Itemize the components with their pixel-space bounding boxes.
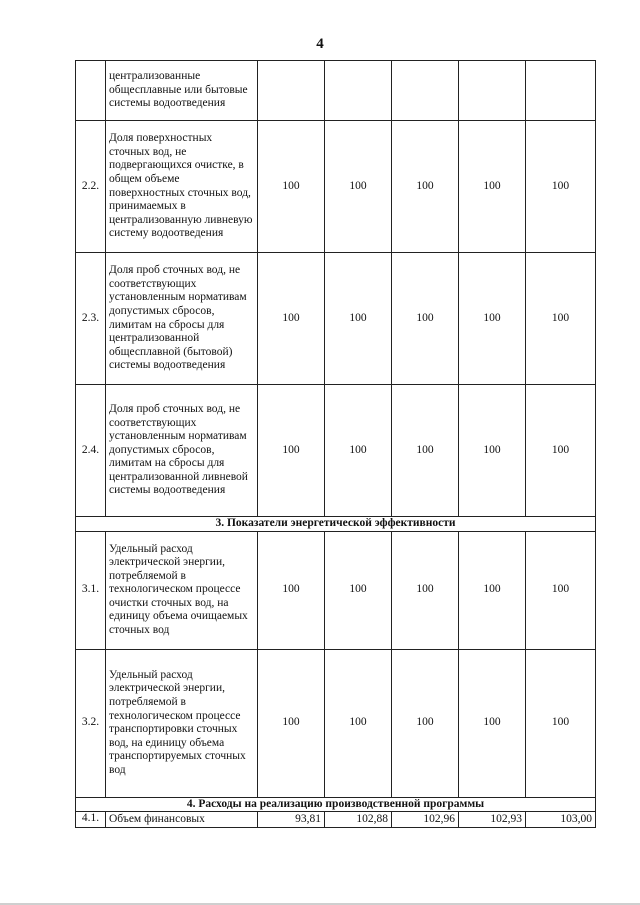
row-number: 3.2. bbox=[76, 649, 106, 797]
value-cell: 100 bbox=[526, 385, 596, 517]
table-row bbox=[76, 531, 596, 649]
value-cell: 102,88 bbox=[325, 812, 392, 828]
value-cell: 100 bbox=[325, 649, 392, 797]
row-number: 2.4. bbox=[76, 385, 106, 517]
section-header-row bbox=[76, 517, 596, 532]
row-number: 3.1. bbox=[76, 531, 106, 649]
value-cell: 100 bbox=[526, 253, 596, 385]
section-title: 3. Показатели энергетической эффективности bbox=[76, 517, 596, 532]
value-cell: 100 bbox=[392, 253, 459, 385]
value-cell: 100 bbox=[258, 531, 325, 649]
section-header-row bbox=[76, 797, 596, 812]
value-cell bbox=[459, 61, 526, 121]
value-cell: 102,96 bbox=[392, 812, 459, 828]
value-cell: 100 bbox=[325, 531, 392, 649]
value-cell: 100 bbox=[459, 649, 526, 797]
value-cell: 100 bbox=[459, 385, 526, 517]
table-row bbox=[76, 61, 596, 121]
value-cell: 100 bbox=[325, 253, 392, 385]
table-row bbox=[76, 121, 596, 253]
row-number: 2.2. bbox=[76, 121, 106, 253]
value-cell: 100 bbox=[325, 121, 392, 253]
value-cell: 100 bbox=[459, 253, 526, 385]
value-cell: 100 bbox=[526, 121, 596, 253]
value-cell: 100 bbox=[526, 649, 596, 797]
value-cell: 100 bbox=[258, 121, 325, 253]
indicator-name: Удельный расход электрической энергии, потребляемой в технологическом процессе транспортировки сточных вод, на единицу объема транспортируемых сточных вод bbox=[106, 649, 258, 797]
value-cell bbox=[526, 61, 596, 121]
table-row bbox=[76, 253, 596, 385]
value-cell: 103,00 bbox=[526, 812, 596, 828]
value-cell: 100 bbox=[392, 531, 459, 649]
value-cell bbox=[258, 61, 325, 121]
value-cell: 100 bbox=[258, 385, 325, 517]
value-cell: 100 bbox=[325, 385, 392, 517]
value-cell: 100 bbox=[459, 121, 526, 253]
table-row bbox=[76, 812, 596, 828]
page-number: 4 bbox=[316, 36, 324, 52]
value-cell bbox=[392, 61, 459, 121]
value-cell: 100 bbox=[258, 649, 325, 797]
value-cell: 102,93 bbox=[459, 812, 526, 828]
indicator-name: централизованные общесплавные или бытовые системы водоотведения bbox=[106, 61, 258, 121]
row-number: 2.3. bbox=[76, 253, 106, 385]
value-cell: 93,81 bbox=[258, 812, 325, 828]
value-cell: 100 bbox=[526, 531, 596, 649]
indicator-name: Объем финансовых bbox=[106, 812, 258, 828]
value-cell: 100 bbox=[392, 385, 459, 517]
indicator-name: Доля поверхностных сточных вод, не подвергающихся очистке, в общем объеме поверхностных сточных вод, принимаемых в централизованную ливневую систему водоотведения bbox=[106, 121, 258, 253]
value-cell: 100 bbox=[459, 531, 526, 649]
row-number: 4.1. bbox=[76, 812, 106, 828]
value-cell: 100 bbox=[392, 121, 459, 253]
indicators-table bbox=[75, 60, 596, 828]
table-row bbox=[76, 385, 596, 517]
value-cell: 100 bbox=[258, 253, 325, 385]
indicator-name: Доля проб сточных вод, не соответствующих установленным нормативам допустимых сбросов, лимитам на сбросы для централизованной общесплавной (бытовой) системы водоотведения bbox=[106, 253, 258, 385]
section-title: 4. Расходы на реализацию производственной программы bbox=[76, 797, 596, 812]
indicator-name: Доля проб сточных вод, не соответствующих установленным нормативам допустимых сбросов, лимитам на сбросы для централизованной ливневой системы водоотведения bbox=[106, 385, 258, 517]
value-cell: 100 bbox=[392, 649, 459, 797]
table-row bbox=[76, 649, 596, 797]
value-cell bbox=[325, 61, 392, 121]
row-number bbox=[76, 61, 106, 121]
indicator-name: Удельный расход электрической энергии, потребляемой в технологическом процессе очистки сточных вод, на единицу объема очищаемых сточных вод bbox=[106, 531, 258, 649]
